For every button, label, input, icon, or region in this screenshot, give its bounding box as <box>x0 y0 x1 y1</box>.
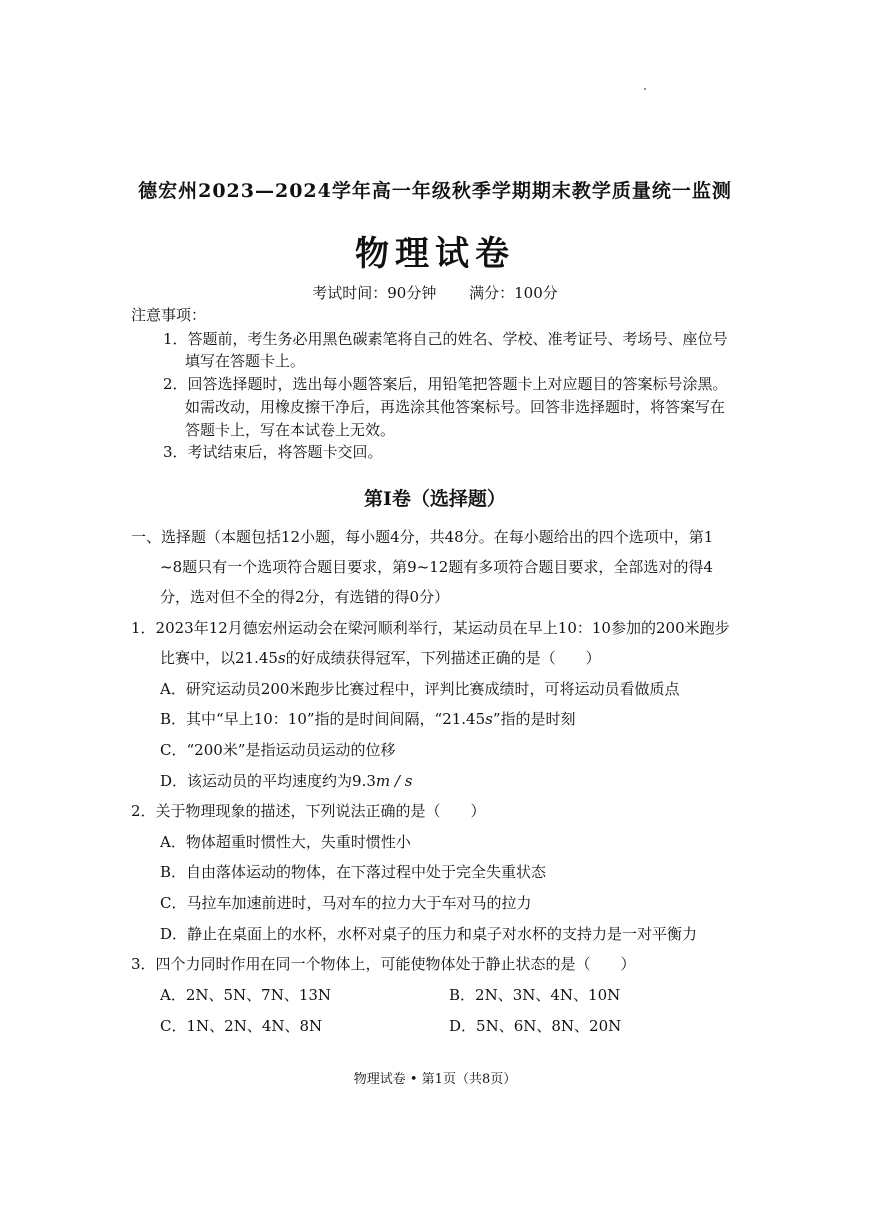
exam-info <box>0 282 870 303</box>
q3-option-a: A．2N、5N、7N、13N <box>160 986 332 1004</box>
q1-option-b: B．其中“早上10：10”指的是时间间隔，“21.45s”指的是时刻 <box>160 710 576 728</box>
note-line: 答题卡上，写在本试卷上无效。 <box>185 421 396 439</box>
q1-option-c: C．“200米”是指运动员运动的位移 <box>160 741 396 759</box>
page-footer: 物理试卷 • 第1页（共8页） <box>353 1072 517 1087</box>
note-line: 2．回答选择题时，选出每小题答案后，用铅笔把答题卡上对应题目的答案标号涂黑。 <box>163 375 728 393</box>
q2-option-d: D．静止在桌面上的水杯，水杯对桌子的压力和桌子对水杯的支持力是一对平衡力 <box>160 925 698 943</box>
q3-option-b: B．2N、3N、4N、10N <box>449 986 621 1004</box>
note-line: 1．答题前，考生务必用黑色碳素笔将自己的姓名、学校、准考证号、考场号、座位号 <box>163 330 728 348</box>
q3-stem: 3．四个力同时作用在同一个物体上，可能使物体处于静止状态的是（ ） <box>131 955 636 973</box>
q3-option-d: D．5N、6N、8N、20N <box>449 1017 622 1035</box>
exam-time: 考试时间：90分钟 <box>312 284 437 302</box>
q2-stem: 2．关于物理现象的描述，下列说法正确的是（ ） <box>131 802 486 820</box>
q1-stem: 1．2023年12月德宏州运动会在梁河顺利举行，某运动员在早上10：10参加的200米跑步 <box>131 619 730 637</box>
q2-option-b: B．自由落体运动的物体，在下落过程中处于完全失重状态 <box>160 863 547 881</box>
part-instruction: ~8题只有一个选项符合题目要求，第9~12题有多项符合题目要求，全部选对的得4 <box>160 558 713 576</box>
section-title: 第Ⅰ卷（选择题） <box>364 488 506 510</box>
full-score: 满分：100分 <box>469 284 558 302</box>
q2-option-a: A．物体超重时惯性大，失重时惯性小 <box>160 833 411 851</box>
note-line: 如需改动，用橡皮擦干净后，再选涂其他答案标号。回答非选择题时，将答案写在 <box>185 398 726 416</box>
scan-dot <box>644 88 646 90</box>
exam-header: 德宏州2023—2024学年高一年级秋季学期期末教学质量统一监测 <box>138 180 732 202</box>
q3-option-c: C．1N、2N、4N、8N <box>160 1017 323 1035</box>
q2-option-c: C．马拉车加速前进时，马对车的拉力大于车对马的拉力 <box>160 894 532 912</box>
q1-option-a: A．研究运动员200米跑步比赛过程中，评判比赛成绩时，可将运动员看做质点 <box>160 680 680 698</box>
notes-heading: 注意事项： <box>131 306 207 324</box>
part-instruction: 一、选择题（本题包括12小题，每小题4分，共48分。在每小题给出的四个选项中，第1 <box>131 528 714 546</box>
note-line: 填写在答题卡上。 <box>185 352 306 370</box>
q1-stem-cont: 比赛中，以21.45s的好成绩获得冠军，下列描述正确的是（ ） <box>160 649 601 667</box>
page-title: 物理试卷 <box>355 234 515 274</box>
part-instruction: 分，选对但不全的得2分，有选错的得0分） <box>160 588 450 606</box>
q1-option-d: D．该运动员的平均速度约为9.3m / s <box>160 772 413 790</box>
note-line: 3．考试结束后，将答题卡交回。 <box>163 443 383 461</box>
